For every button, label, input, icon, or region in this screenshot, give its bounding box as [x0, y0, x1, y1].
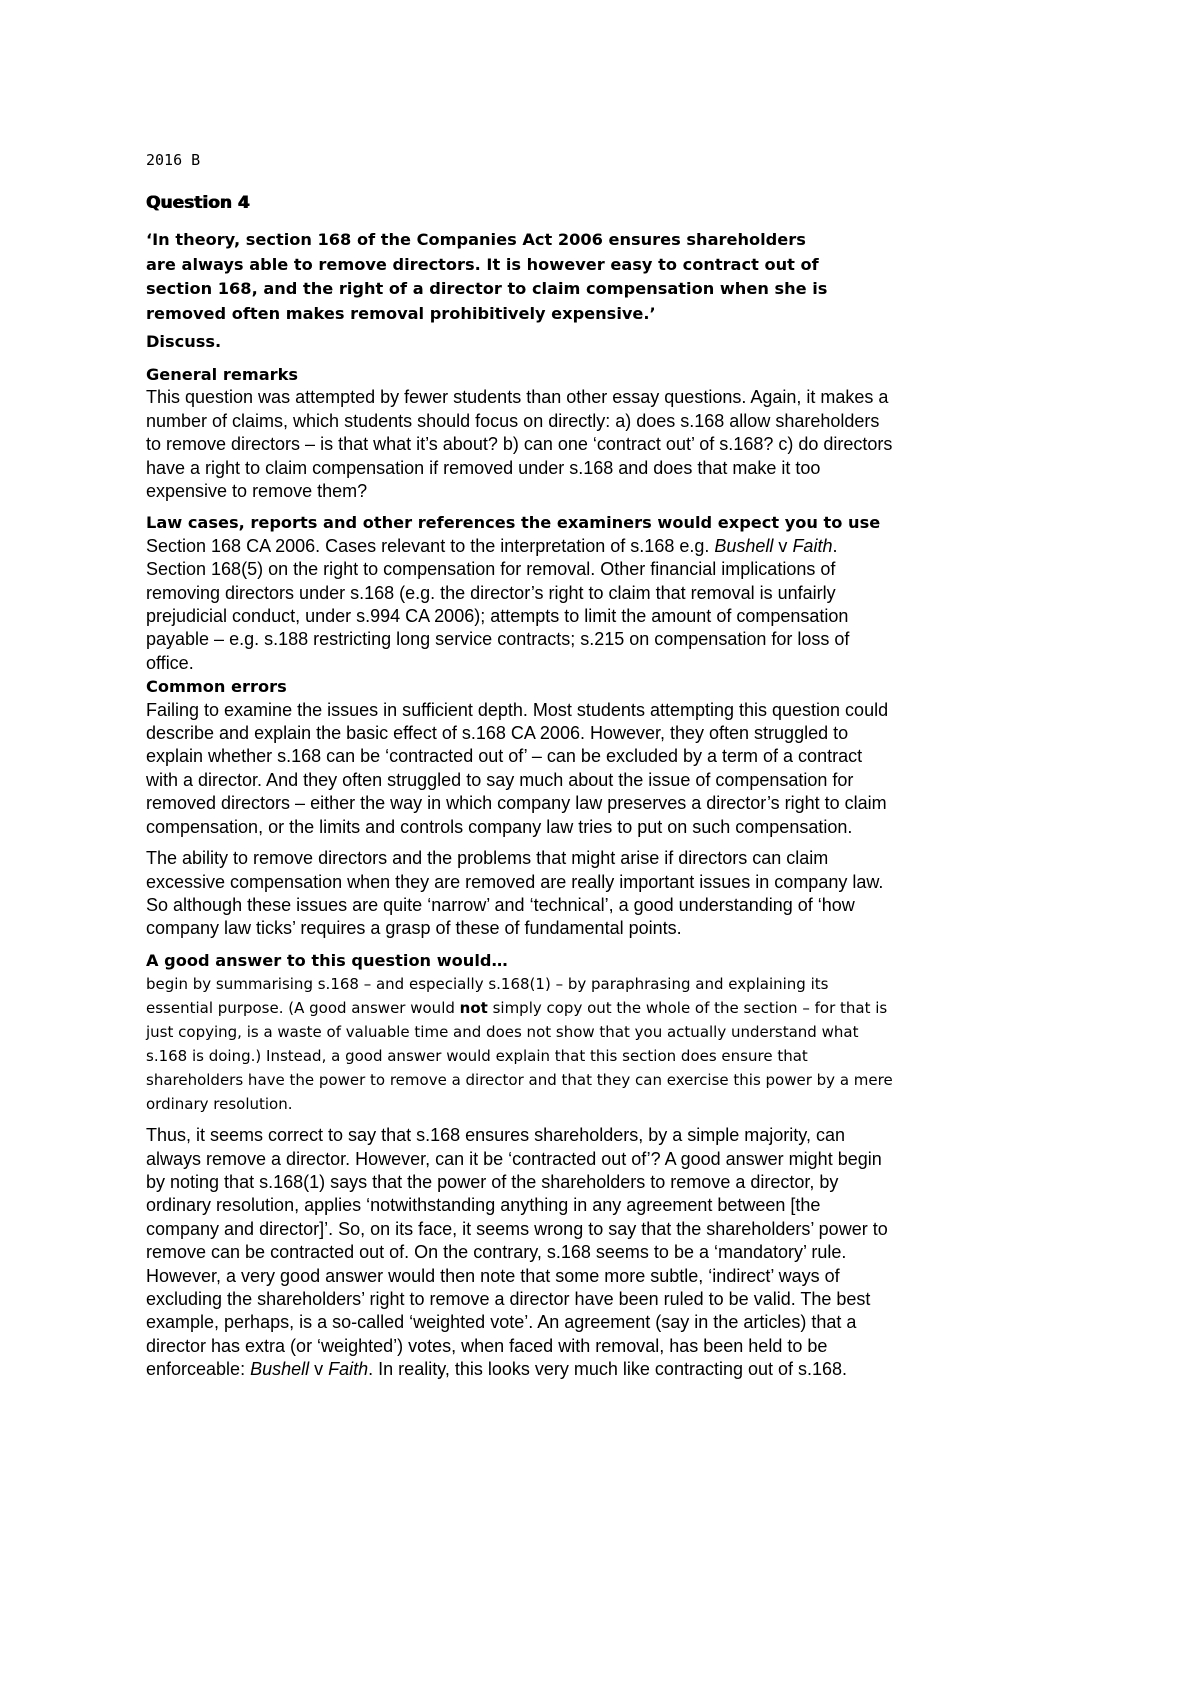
case-v-2: v [309, 1359, 329, 1380]
document-page [146, 150, 896, 1382]
good-answer-heading: A good answer to this question would… [146, 950, 508, 970]
good-answer-para-1-end: simply copy out the whole of the section – for that is just copying, is a waste of valuable time and does not show that you actually understand what s.168 is doing.) Instead, a good answer would explain that this section does ensure that shareholders have the power to remove a director and that they can exercise this power by a mere ordinary resolution. [146, 999, 893, 1114]
question-quote: ‘In theory, section 168 of the Companies Act 2006 ensures shareholders are always able to remove directors. It is however easy to contract out of section 168, and the right of a director to claim compensation when she is removed often makes removal prohibitively expensive.’ [146, 230, 828, 323]
good-answer-para-2 [146, 1124, 896, 1381]
common-errors-para-1: Failing to examine the issues in sufficient depth. Most students attempting this question could describe and explain the basic effect of s.168 CA 2006. However, they often struggled to explain whether s.168 can be ‘contracted out of’ – can be excluded by a term of a contract with a director. And they often struggled to say much about the issue of compensation for removed directors – either the way in which company law preserves a director’s right to claim compensation, or the limits and controls company law tries to put on such compensation. [146, 699, 889, 837]
good-answer-para-1 [146, 972, 896, 1116]
good-answer-para-2-start: Thus, it seems correct to say that s.168 ensures shareholders, by a simple majority, can always remove a director. However, can it be ‘contracted out of’? A good answer might begin by noting that s.168(1) says that the power of the shareholders to remove a director, by ordinary resolution, applies ‘notwithstanding anything in any agreement between [the company and director]’. So, on its face, it seems wrong to say that the shareholders’ power to remove can be contracted out of. On the contrary, s.168 seems to be a ‘mandatory’ rule. However, a very good answer would then note that some more subtle, ‘indirect’ ways of excluding the shareholders’ right to remove a director have been ruled to be valid. The best example, perhaps, is a so-called ‘weighted vote’. An agreement (say in the articles) that a director has extra (or ‘weighted’) votes, when faced with removal, has been held to be enforceable: [146, 1125, 888, 1380]
exam-code: 2016 B [146, 151, 201, 169]
common-errors-para-2: The ability to remove directors and the problems that might arise if directors can claim excessive compensation when they are removed are really important issues in company law. So although these issues are quite ‘narrow’ and ‘technical’, a good understanding of ‘how company law ticks’ requires a grasp of these of fundamental points. [146, 848, 884, 939]
references-paragraph [146, 511, 896, 675]
case-name-faith-2: Faith [328, 1359, 369, 1380]
references-text-1: Section 168 CA 2006. Cases relevant to the interpretation of s.168 e.g. [146, 535, 715, 556]
general-remarks-heading: General remarks [146, 364, 298, 384]
references-heading: Law cases, reports and other references the examiners would expect you to use [146, 513, 881, 533]
case-v: v [773, 535, 793, 556]
question-instruction: Discuss. [146, 332, 222, 352]
case-name-faith: Faith [792, 535, 833, 556]
good-answer-para-2-end: . In reality, this looks very much like contracting out of s.168. [368, 1359, 848, 1380]
good-answer-para-1-start: begin by summarising s.168 – and especially s.168(1) – by paraphrasing and explaining its essential purpose. (A good answer would [146, 975, 829, 1018]
references-text-2: . Section 168(5) on the right to compensation for removal. Other financial implications of removing directors under s.168 (e.g. the director’s right to claim that removal is unfairly prejudicial conduct, under s.994 CA 2006); attempts to limit the amount of compensation payable – e.g. s.188 restricting long service contracts; s.215 on compensation for loss of office. [146, 535, 850, 673]
common-errors-heading: Common errors [146, 677, 287, 697]
case-name-bushell-2: Bushell [250, 1359, 310, 1380]
case-name-bushell: Bushell [714, 535, 774, 556]
general-remarks-body: This question was attempted by fewer students than other essay questions. Again, it makes a number of claims, which students should focus on directly: a) does s.168 allow shareholders to remove directors – is that what it’s about? b) can one ‘contract out’ of s.168? c) do directors have a right to claim compensation if removed under s.168 and does that make it too expensive to remove them? [146, 387, 893, 501]
good-answer-emphasis-not: not [459, 999, 488, 1018]
question-title: Question 4 [146, 193, 250, 213]
